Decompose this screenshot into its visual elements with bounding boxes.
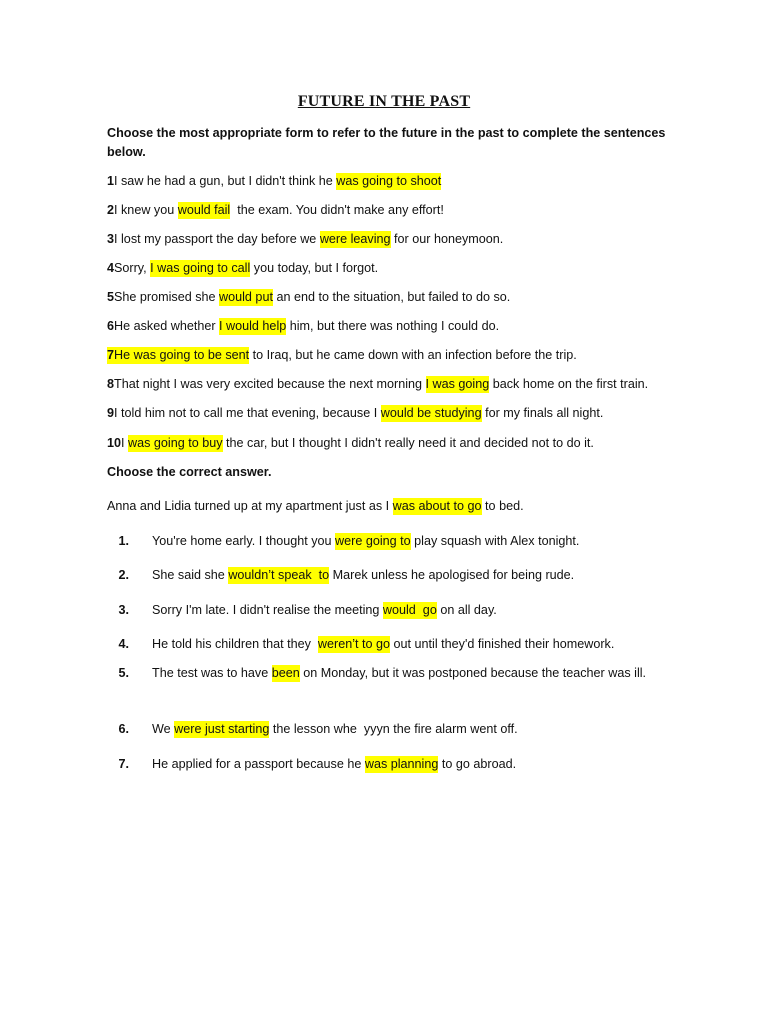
item-text: Sorry I'm late. I didn't realise the meeting [152, 603, 383, 617]
page-title: FUTURE IN THE PAST [297, 93, 471, 110]
sentence-number: 1 [107, 174, 115, 188]
highlighted-answer: would fail [177, 203, 231, 217]
highlighted-answer: would put [219, 290, 273, 304]
sentence-4 [107, 259, 378, 277]
sentence-text: him, but there was nothing I could do. [286, 319, 500, 333]
sentence-number: 3 [107, 232, 115, 246]
item-number: 3. [118, 603, 129, 617]
sentence-text: I told him not to call me that evening, because I [114, 406, 381, 420]
sentence-5 [107, 288, 510, 306]
item-text: out until they'd finished their homework. [390, 637, 615, 651]
sentence-3 [107, 230, 503, 248]
sentence-text: I knew you [114, 203, 178, 217]
item-text: The test was to have [152, 666, 272, 680]
answer-item-3 [107, 601, 497, 619]
sentence-text: back home on the first train. [489, 377, 649, 391]
highlighted-answer: was planning [364, 757, 439, 771]
highlighted-answer: was going to buy [128, 436, 223, 450]
highlighted-answer: I would help [219, 319, 287, 333]
sentence-8 [107, 375, 648, 393]
item-text: He applied for a passport because he [152, 757, 365, 771]
sentence-text: She promised she [114, 290, 220, 304]
answer-item-6 [107, 720, 518, 738]
highlighted-answer: I was going [425, 377, 490, 391]
sentence-6 [107, 317, 499, 335]
sentence-text: I lost my passport the day before we [114, 232, 320, 246]
item-number: 1. [118, 534, 129, 548]
sentence-2 [107, 201, 444, 219]
item-number: 2. [118, 568, 129, 582]
item-number: 5. [118, 666, 129, 680]
sentence-7 [107, 346, 577, 364]
sentence-text: to Iraq, but he came down with an infection before the trip. [249, 348, 577, 362]
sentence-text: He asked whether [114, 319, 220, 333]
sentence-text: Anna and Lidia turned up at my apartment just as I [107, 499, 393, 513]
answer-item-4 [107, 635, 614, 653]
item-text: on all day. [436, 603, 497, 617]
sentence-number: 4 [107, 261, 115, 275]
item-text: She said she [152, 568, 229, 582]
sentence-number: 5 [107, 290, 115, 304]
item-number: 4. [118, 637, 129, 651]
section2-instruction: Choose the correct answer. [107, 465, 272, 479]
highlighted-answer: were leaving [319, 232, 391, 246]
section1-instruction: Choose the most appropriate form to refer to the future in the past to complete the sentences below. [107, 126, 666, 159]
sentence-text: That night I was very excited because the next morning [114, 377, 426, 391]
sentence-text: the exam. You didn't make any effort! [230, 203, 444, 217]
highlighted-answer: were just starting [174, 722, 270, 736]
highlighted-answer: would go [382, 603, 437, 617]
sentence-text: I saw he had a gun, but I didn't think he [114, 174, 337, 188]
item-text: He told his children that they [152, 637, 318, 651]
highlighted-answer: weren’t to go [317, 637, 391, 651]
sentence-number: 9 [107, 406, 115, 420]
sentence-1 [107, 172, 441, 190]
sentence-number: 2 [107, 203, 115, 217]
item-number: 6. [118, 722, 129, 736]
sentence-number: 10 [107, 436, 122, 450]
highlighted-answer: would be studying [380, 406, 482, 420]
item-text: on Monday, but it was postponed because the teacher was ill. [299, 666, 647, 680]
answer-item-2 [107, 566, 574, 584]
highlighted-answer: were going to [335, 534, 411, 548]
item-text: We [152, 722, 175, 736]
item-text: Marek unless he apologised for being rude. [329, 568, 575, 582]
sentence-10 [107, 434, 594, 452]
highlighted-answer: He was going to be sent [114, 348, 250, 362]
highlighted-answer: I was going to call [150, 261, 251, 275]
sentence-text: for our honeymoon. [390, 232, 504, 246]
answer-item-1 [107, 532, 579, 550]
answer-item-5 [107, 664, 646, 682]
sentence-text: Sorry, [114, 261, 151, 275]
sentence-number: 6 [107, 319, 115, 333]
sentence-text: I [121, 436, 129, 450]
item-text: the lesson whe yyyn the fire alarm went off. [269, 722, 518, 736]
sentence-text: to bed. [481, 499, 524, 513]
sentence-number: 8 [107, 377, 115, 391]
sentence-number: 7 [107, 348, 115, 362]
highlighted-answer: was going to shoot [336, 174, 442, 188]
sentence-text: you today, but I forgot. [250, 261, 379, 275]
item-number: 7. [118, 757, 129, 771]
sentence-9 [107, 404, 603, 422]
sentence-text: an end to the situation, but failed to do so. [272, 290, 511, 304]
highlighted-answer: was about to go [392, 499, 482, 513]
highlighted-answer: been [271, 666, 300, 680]
sentence-text: for my finals all night. [481, 406, 604, 420]
example-sentence [107, 497, 524, 515]
highlighted-answer: wouldn’t speak to [228, 568, 330, 582]
item-text: play squash with Alex tonight. [410, 534, 580, 548]
item-text: You're home early. I thought you [152, 534, 336, 548]
item-text: to go abroad. [438, 757, 517, 771]
sentence-text: the car, but I thought I didn't really need it and decided not to do it. [222, 436, 594, 450]
answer-item-7 [107, 755, 516, 773]
